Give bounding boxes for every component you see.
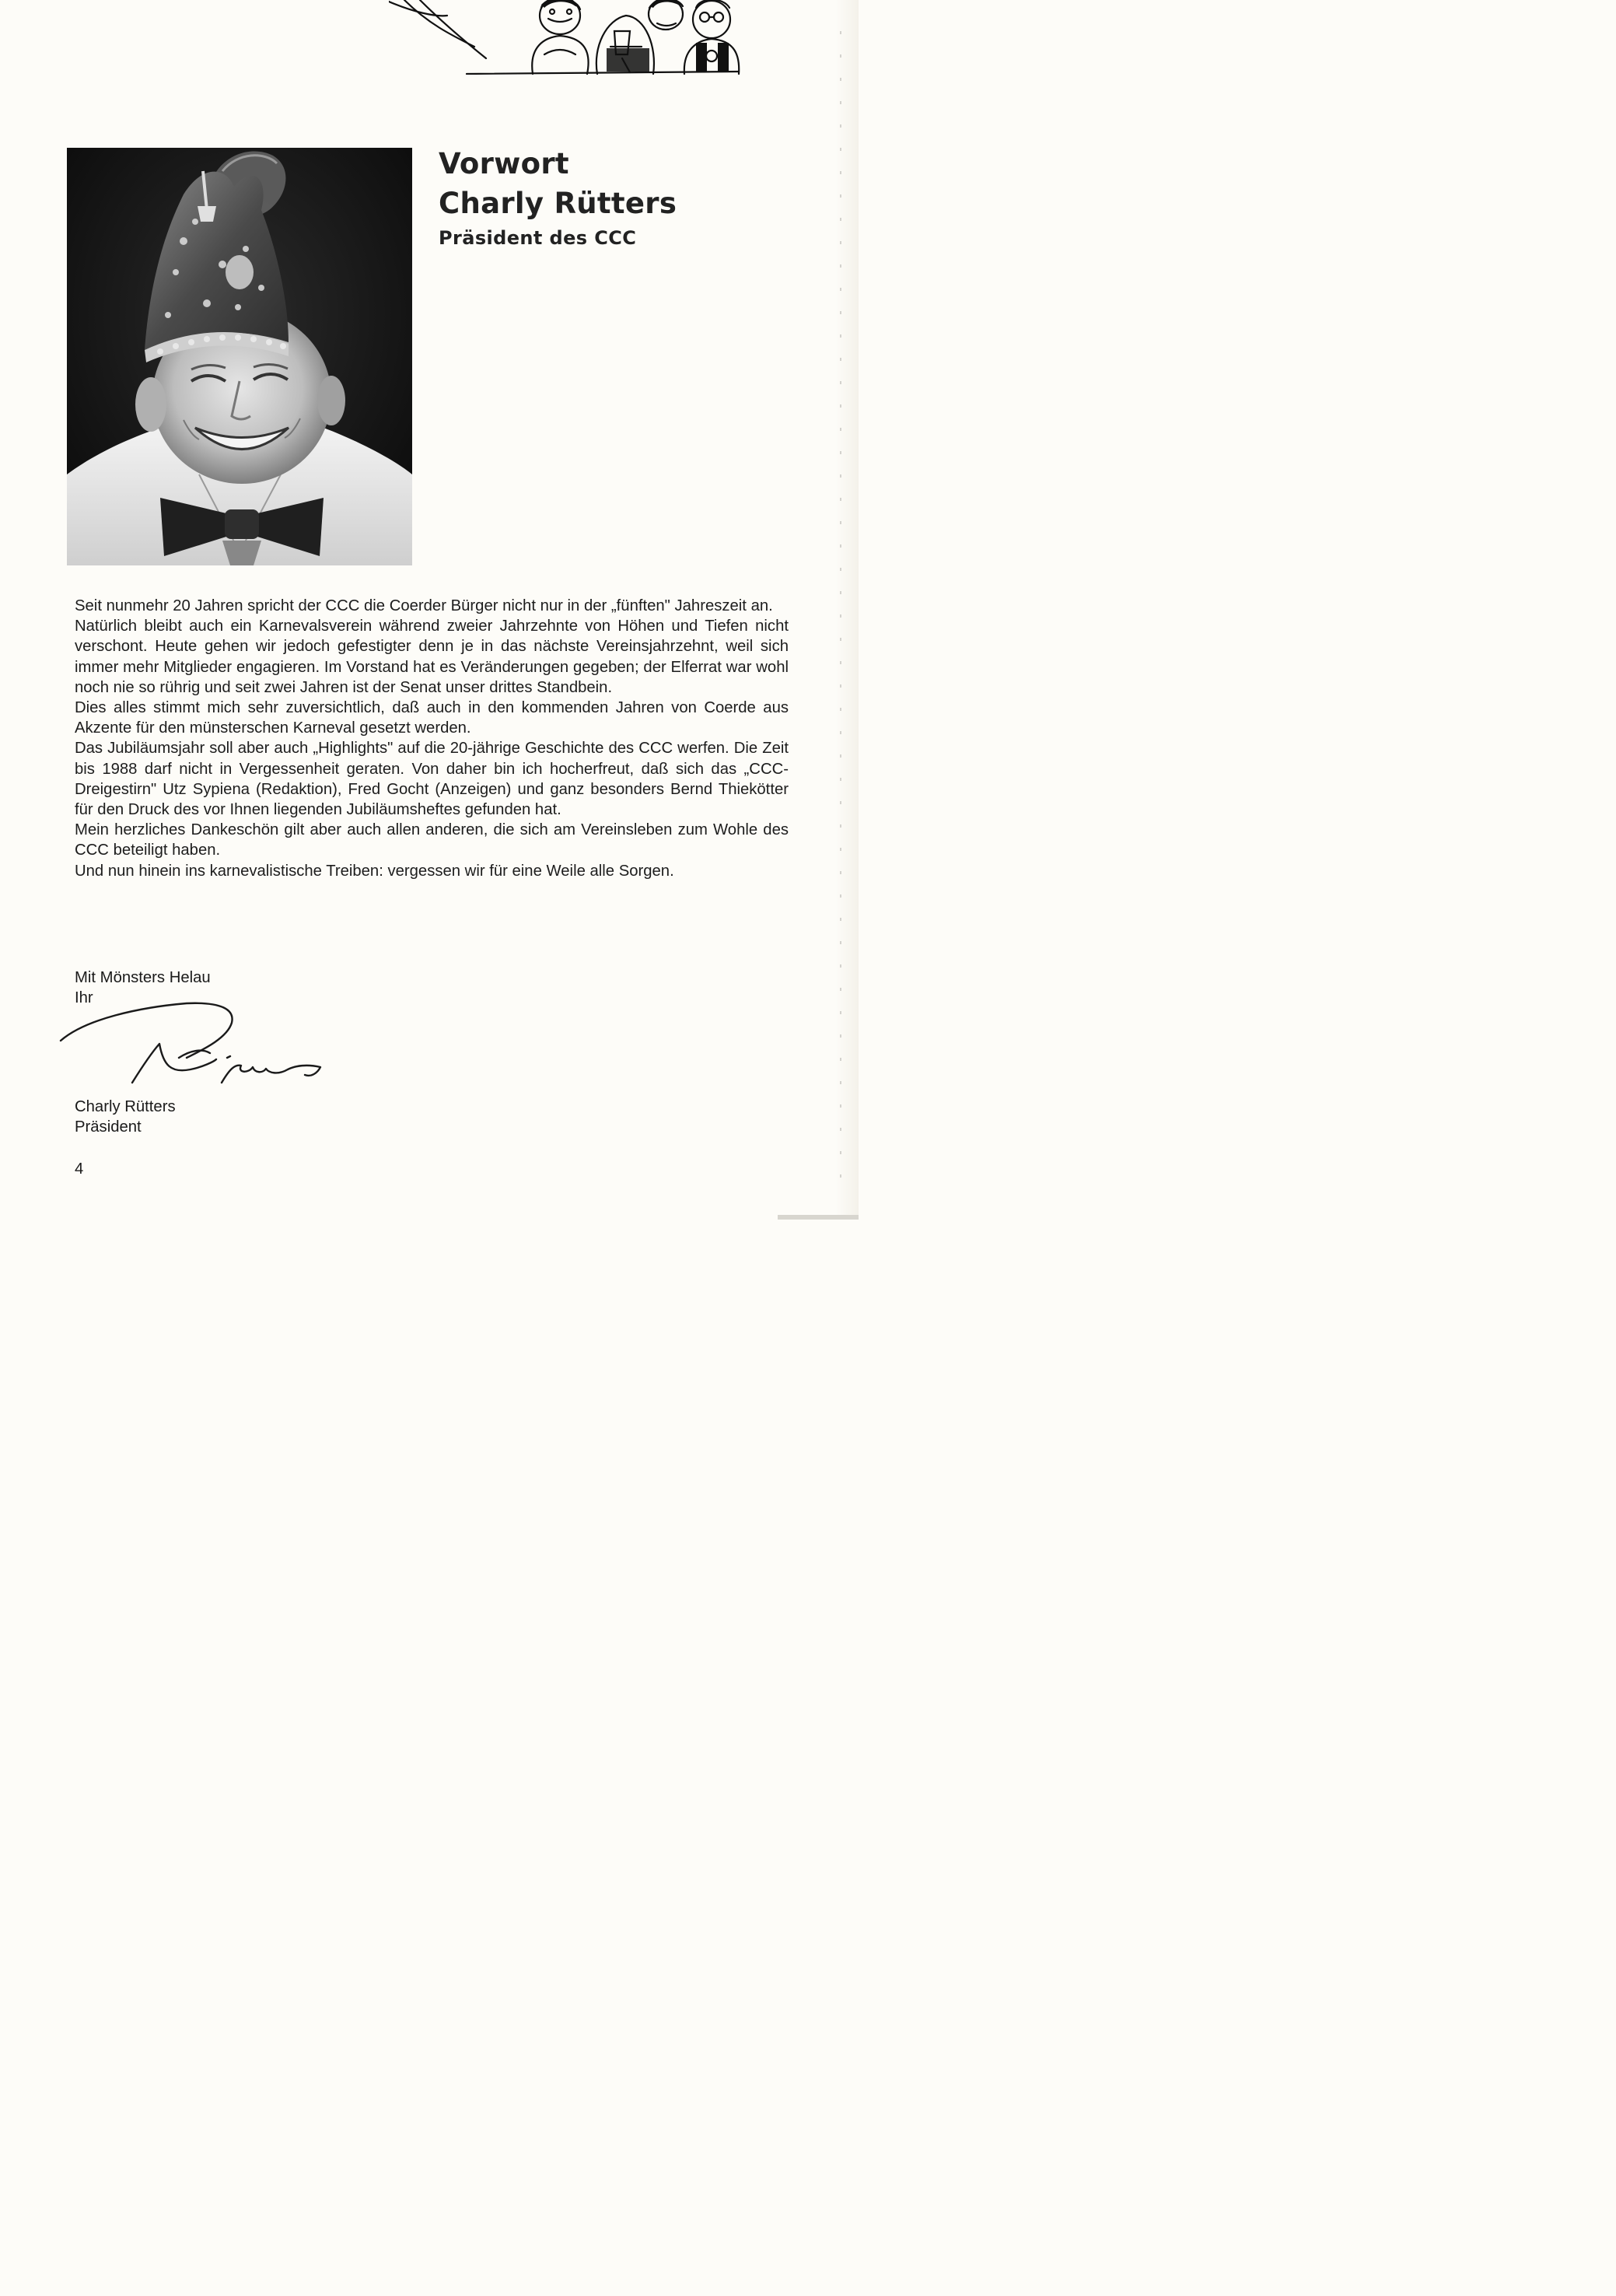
closing-salutation: Ihr — [75, 989, 93, 1006]
cartoon-illustration — [389, 0, 743, 75]
page-number: 4 — [75, 1160, 84, 1178]
signer-block — [75, 1097, 176, 1137]
foreword-body — [75, 596, 789, 881]
paragraph: Und nun hinein ins karnevalistische Treiben: vergessen wir für eine Weile alle Sorgen. — [75, 862, 674, 880]
paragraph: Mein herzliches Dankeschön gilt aber auch allen anderen, die sich am Vereinsleben zum Wohle des CCC beteiligt haben. — [75, 821, 789, 859]
paragraph: Das Jubiläumsjahr soll aber auch „Highlights" auf die 20-jährige Geschichte des CCC werfen. Die Zeit bis 1988 darf nicht in Vergessenheit geraten. Von daher bin ich hocherfreut, daß sich das „CCC-Dreigestirn" Utz Sypiena (Redaktion), Fred Gocht (Anzeigen) und ganz besonders Bernd Thiekötter für den Druck des vor Ihnen liegenden Jubiläumsheftes gefunden hat. — [75, 740, 789, 819]
article-heading — [439, 144, 677, 251]
portrait-photo — [67, 148, 412, 565]
signer-title: Präsident — [75, 1118, 142, 1136]
handwritten-signature — [54, 996, 334, 1093]
heading-role: Präsident des CCC — [439, 227, 637, 249]
page-edge — [835, 0, 859, 1220]
perforation-marks — [840, 31, 841, 1198]
paragraph: Dies alles stimmt mich sehr zuversichtlich, daß auch in den kommenden Jahren von Coerde aus Akzente für den münsterschen Karneval gesetzt werden. — [75, 699, 789, 737]
signer-name: Charly Rütters — [75, 1098, 176, 1115]
heading-title: Vorwort — [439, 147, 569, 180]
paragraph: Natürlich bleibt auch ein Karnevalsverein während zweier Jahrzehnte von Höhen und Tiefen nicht verschont. Heute gehen wir jedoch gefestigter denn je in das nächste Vereinsjahrzehnt, weil sich immer mehr Mitglieder engagieren. Im Vorstand hat es Veränderungen gegeben; der Elferrat war wohl noch nie so rührig und seit zwei Jahren ist der Senat unser drittes Standbein. — [75, 618, 789, 696]
closing-greeting: Mit Mönsters Helau — [75, 969, 211, 986]
heading-author: Charly Rütters — [439, 187, 677, 220]
page-bottom-edge — [778, 1215, 859, 1220]
paragraph: Seit nunmehr 20 Jahren spricht der CCC die Coerder Bürger nicht nur in der „fünften" Jahreszeit an. — [75, 597, 773, 614]
